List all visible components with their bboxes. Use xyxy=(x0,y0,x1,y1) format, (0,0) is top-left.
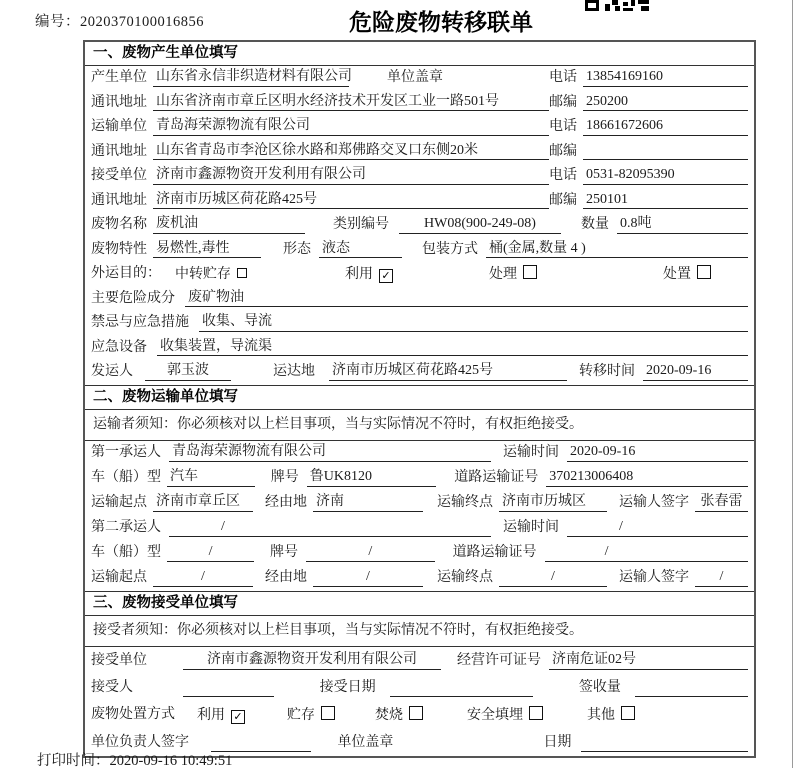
license2-value: / xyxy=(545,544,748,561)
waste-name-label: 废物名称 xyxy=(91,217,147,233)
checkbox-icon xyxy=(409,706,423,720)
sign-qty-value xyxy=(635,680,748,697)
purpose-row xyxy=(85,262,754,287)
checkbox-icon xyxy=(697,265,711,279)
plate-label: 牌号 xyxy=(270,470,299,486)
address-label: 通讯地址 xyxy=(91,94,147,110)
transporter-sign-label: 运输人签字 xyxy=(619,495,689,511)
form-value: 液态 xyxy=(319,241,402,258)
print-time xyxy=(37,749,232,768)
permit-value-wrap xyxy=(549,652,639,669)
producer-address-left xyxy=(91,94,549,111)
destination-label: 运达地 xyxy=(273,364,315,380)
producer-address-value: 山东省济南市章丘区明水经济技术开发区工业一路501号 xyxy=(153,94,549,111)
road-license-label: 道路运输证号 xyxy=(452,545,537,561)
transporter-row xyxy=(85,115,754,140)
transport-time-label: 运输时间 xyxy=(503,520,559,536)
zip-label: 邮编 xyxy=(549,94,577,110)
destination-value: 济南市历城区荷花路425号 xyxy=(329,363,567,380)
transport-time1-value: 2020-09-16 xyxy=(567,444,748,461)
checkbox-icon xyxy=(321,706,335,720)
endpoint-label: 运输终点 xyxy=(437,495,493,511)
via1-value: 济南 xyxy=(313,494,423,511)
disposal-row xyxy=(85,701,754,728)
accept-unit-label: 接受单位 xyxy=(91,653,147,669)
license1-value: 370213006408 xyxy=(546,469,748,486)
transporter-left xyxy=(91,118,549,135)
origin-label: 运输起点 xyxy=(91,495,147,511)
checkbox-icon xyxy=(523,265,537,279)
transporter-address-row xyxy=(85,140,754,165)
shipper-label: 发运人 xyxy=(91,364,133,380)
plate1-value: 鲁UK8120 xyxy=(307,469,437,486)
producer-left xyxy=(91,69,549,86)
taboo-label: 禁忌与应急措施 xyxy=(91,315,189,331)
waste-name-value: 废机油 xyxy=(153,216,305,233)
quantity-label: 数量 xyxy=(581,217,609,233)
accept-unit-value: 济南市鑫源物资开发利用有限公司 xyxy=(183,652,441,669)
receiver-address-left xyxy=(91,192,549,209)
page-edge-line xyxy=(792,0,793,768)
transfer-time-label: 转移时间 xyxy=(579,364,635,380)
producer-value: 山东省永信非织造材料有限公司 xyxy=(153,69,349,86)
purpose-option-utilize xyxy=(345,263,393,283)
transporter-address-left xyxy=(91,143,549,160)
producer-phone-value: 13854169160 xyxy=(583,69,748,86)
plate2-value: / xyxy=(306,544,435,561)
transporter-sign-label: 运输人签字 xyxy=(619,570,689,586)
vehicle2-row xyxy=(85,541,754,566)
unit-seal-label: 单位盖章 xyxy=(337,735,394,751)
waste-name-row xyxy=(85,213,754,238)
receiver-address-row xyxy=(85,189,754,214)
section1-header: 一、废物产生单位填写 xyxy=(85,42,754,66)
disposal-label: 废物处置方式 xyxy=(91,707,175,723)
carrier1-row xyxy=(85,441,754,466)
date-value xyxy=(581,735,748,752)
category-value: HW08(900-249-08) xyxy=(399,216,561,233)
accept-unit-row xyxy=(85,647,754,674)
purpose-label: 外运目的： xyxy=(91,266,161,282)
producer-label: 产生单位 xyxy=(91,70,147,86)
checkbox-icon xyxy=(237,268,247,278)
phone-label: 电话 xyxy=(549,70,577,86)
purpose-option-transfer-storage xyxy=(175,263,247,283)
receiver-phone-value: 0531-82095390 xyxy=(583,167,748,184)
receiver-row xyxy=(85,164,754,189)
packing-value: 桶(金属,数量 4 ) xyxy=(486,241,748,258)
vehicle-type-label: 车（船）型 xyxy=(91,470,161,486)
zip-label: 邮编 xyxy=(549,192,577,208)
origin1-value: 济南市章丘区 xyxy=(153,494,253,511)
carrier2-row xyxy=(85,516,754,541)
hazard-row xyxy=(85,287,754,312)
disposal-option-store xyxy=(287,704,335,724)
disposal-option-other xyxy=(587,704,635,724)
qr-code-icon xyxy=(585,0,649,12)
vehicle1-value: 汽车 xyxy=(167,469,255,486)
origin-label: 运输起点 xyxy=(91,570,147,586)
checkbox-label: 贮存 xyxy=(287,707,315,723)
accept-date-value xyxy=(390,680,533,697)
receiver-value: 济南市鑫源物资开发利用有限公司 xyxy=(153,167,549,184)
quantity-value: 0.8吨 xyxy=(617,216,748,233)
sign2-value: / xyxy=(695,569,748,586)
transfer-time-value: 2020-09-16 xyxy=(643,363,748,380)
acceptor-label: 接受人 xyxy=(91,680,133,696)
checkbox-icon: ✓ xyxy=(231,710,245,724)
checkbox-icon xyxy=(621,706,635,720)
checkbox-label: 中转贮存 xyxy=(175,266,231,282)
route2-row xyxy=(85,566,754,591)
vehicle2-value: / xyxy=(167,544,254,561)
zip-label: 邮编 xyxy=(549,143,577,159)
checkbox-icon: ✓ xyxy=(379,269,393,283)
doc-number-label: 编号： xyxy=(35,14,80,30)
transport-time-label: 运输时间 xyxy=(503,445,559,461)
equipment-value: 收集装置，导流渠 xyxy=(157,339,748,356)
checkbox-label: 处理 xyxy=(489,266,517,282)
shipper-value: 郭玉波 xyxy=(145,363,231,380)
receiver-label: 接受单位 xyxy=(91,168,147,184)
checkbox-label: 处置 xyxy=(663,266,691,282)
shipper-row xyxy=(85,360,754,385)
address-label: 通讯地址 xyxy=(91,192,147,208)
vehicle-type-label: 车（船）型 xyxy=(91,545,161,561)
road-license-label: 道路运输证号 xyxy=(454,470,539,486)
carrier1-label: 第一承运人 xyxy=(91,445,161,461)
equipment-label: 应急设备 xyxy=(91,339,147,355)
transporter-phone-value: 18661672606 xyxy=(583,118,748,135)
disposal-option-utilize xyxy=(197,704,245,724)
taboo-row xyxy=(85,311,754,336)
endpoint-label: 运输终点 xyxy=(437,570,493,586)
manager-sign-label: 单位负责人签字 xyxy=(91,735,189,751)
acceptor-value xyxy=(183,680,274,697)
date-label: 日期 xyxy=(543,735,572,751)
producer-row xyxy=(85,66,754,91)
sign1-value: 张春雷 xyxy=(695,494,748,511)
print-time-label: 打印时间： xyxy=(37,753,110,768)
transporter-zip-value xyxy=(583,143,748,160)
end2-value: / xyxy=(499,569,607,586)
hazard-label: 主要危险成分 xyxy=(91,290,175,306)
unit-seal-label: 单位盖章 xyxy=(387,70,443,86)
receiver-left xyxy=(91,167,549,184)
via-label: 经由地 xyxy=(265,570,307,586)
manifest-form-table xyxy=(83,40,756,758)
phone-label: 电话 xyxy=(549,168,577,184)
receiver-zip-value: 250101 xyxy=(583,192,748,209)
producer-zip-value: 250200 xyxy=(583,94,748,111)
accept-date-label: 接受日期 xyxy=(319,680,376,696)
print-time-value: 2020-09-16 10:49:51 xyxy=(109,753,233,768)
permit-value-tail xyxy=(639,653,748,670)
disposal-option-incinerate xyxy=(375,704,423,724)
route1-row xyxy=(85,491,754,516)
checkbox-label: 其他 xyxy=(587,707,615,723)
checkbox-label: 焚烧 xyxy=(375,707,403,723)
via2-value: / xyxy=(313,569,423,586)
equipment-row xyxy=(85,336,754,361)
carrier1-value: 青岛海荣源物流有限公司 xyxy=(169,444,491,461)
section3-header: 三、废物接受单位填写 xyxy=(85,591,754,616)
origin2-value: / xyxy=(153,569,253,586)
via-label: 经由地 xyxy=(265,495,307,511)
permit-label: 经营许可证号 xyxy=(457,653,541,669)
producer-address-row xyxy=(85,91,754,116)
form-label: 形态 xyxy=(283,241,312,257)
character-value: 易燃性,毒性 xyxy=(153,241,261,258)
section2-header: 二、废物运输单位填写 xyxy=(85,385,754,410)
checkbox-label: 安全填埋 xyxy=(467,707,523,723)
end1-value: 济南市历城区 xyxy=(499,494,607,511)
doc-number-value: 2020370100016856 xyxy=(80,14,204,30)
address-label: 通讯地址 xyxy=(91,143,147,159)
purpose-option-treat xyxy=(489,263,537,283)
phone-label: 电话 xyxy=(549,119,577,135)
waste-character-row xyxy=(85,238,754,263)
packing-label: 包装方式 xyxy=(422,241,478,257)
carrier2-label: 第二承运人 xyxy=(91,520,161,536)
vehicle1-row xyxy=(85,466,754,491)
checkbox-label: 利用 xyxy=(197,707,225,723)
transporter-notice: 运输者须知：你必须核对以上栏目事项，当与实际情况不符时，有权拒绝接受。 xyxy=(85,410,754,441)
permit-value: 济南危证02号 xyxy=(552,652,636,668)
taboo-value: 收集、导流 xyxy=(199,314,748,331)
transport-time2-value: / xyxy=(567,519,748,536)
page-title: 危险废物转移联单 xyxy=(349,9,533,35)
category-label: 类别编号 xyxy=(333,217,389,233)
disposal-option-landfill xyxy=(467,704,543,724)
checkbox-icon xyxy=(529,706,543,720)
receiver-notice: 接受者须知：你必须核对以上栏目事项，当与实际情况不符时，有权拒绝接受。 xyxy=(85,616,754,647)
transporter-label: 运输单位 xyxy=(91,119,147,135)
checkbox-label: 利用 xyxy=(345,266,373,282)
transporter-value: 青岛海荣源物流有限公司 xyxy=(153,118,549,135)
acceptor-row xyxy=(85,674,754,701)
plate-label: 牌号 xyxy=(270,545,299,561)
transporter-address-value: 山东省青岛市李沧区徐水路和郑佛路交叉口东侧20米 xyxy=(153,143,549,160)
receiver-address-value: 济南市历城区荷花路425号 xyxy=(153,192,549,209)
carrier2-value: / xyxy=(169,519,491,536)
purpose-option-dispose xyxy=(663,263,711,283)
hazard-value: 废矿物油 xyxy=(185,290,748,307)
character-label: 废物特性 xyxy=(91,241,147,257)
sign-qty-label: 签收量 xyxy=(578,680,621,696)
